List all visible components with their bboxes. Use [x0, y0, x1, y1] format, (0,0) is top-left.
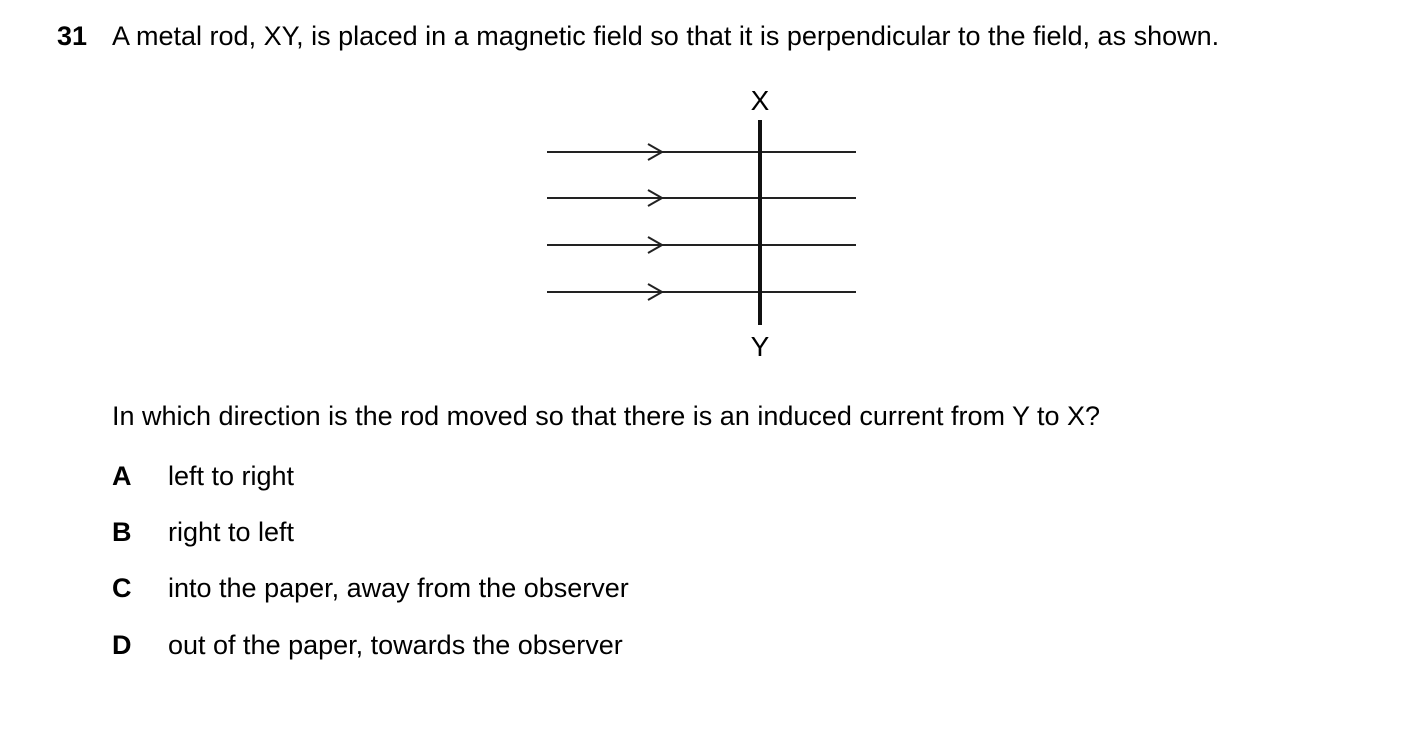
field-arrow-icon — [648, 237, 662, 253]
option-text: left to right — [168, 461, 295, 491]
field-line — [547, 284, 856, 300]
option-text: out of the paper, towards the observer — [168, 630, 623, 660]
rod-label-x: X — [750, 85, 770, 116]
field-lines — [547, 144, 856, 300]
question-number: 31 — [57, 21, 88, 51]
field-arrow-icon — [648, 144, 662, 160]
field-line — [547, 190, 856, 206]
option-letter: A — [112, 461, 132, 491]
option-text: right to left — [168, 517, 295, 547]
option-text: into the paper, away from the observer — [168, 573, 629, 603]
field-line — [547, 237, 856, 253]
field-line — [547, 144, 856, 160]
question-stem: A metal rod, XY, is placed in a magnetic field so that it is perpendicular to the field, as shown. — [112, 21, 1220, 51]
rod-label-y: Y — [750, 331, 770, 362]
option-letter: C — [112, 573, 132, 603]
option-letter: B — [112, 517, 132, 547]
field-arrow-icon — [648, 190, 662, 206]
option-letter: D — [112, 630, 132, 660]
field-arrow-icon — [648, 284, 662, 300]
question-prompt: In which direction is the rod moved so that there is an induced current from Y to X? — [112, 401, 1101, 431]
